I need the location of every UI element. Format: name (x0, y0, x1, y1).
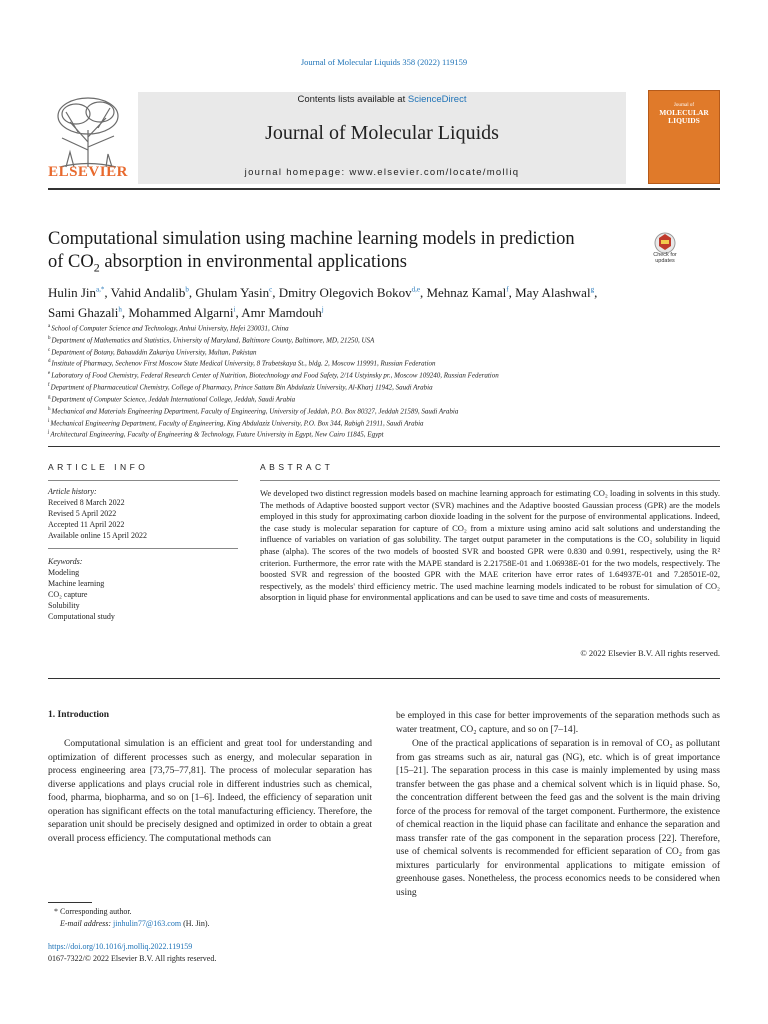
author (426, 285, 515, 300)
author-separator: , (508, 285, 516, 301)
abstract-heading: ABSTRACT (260, 462, 334, 472)
affiliation-key: a (48, 324, 51, 329)
affiliation-item (48, 369, 738, 381)
affiliation-text: Laboratory of Food Chemistry, Federal Research Center of Nutrition, Biotechnology and Food Safety, 2/14 Ustyinsky pr., Moscow 109240, Russian Federation (51, 371, 499, 380)
affiliation-item (48, 357, 738, 369)
email-label: E-mail address: (60, 919, 114, 928)
divider (48, 480, 238, 481)
affiliation-key: b (48, 335, 51, 341)
author-affil-link[interactable]: c (269, 286, 273, 294)
corresponding-author-note: * Corresponding author. (54, 907, 132, 916)
author (241, 305, 323, 320)
affiliation-key: g (48, 394, 51, 400)
author-separator: , (121, 304, 129, 320)
affiliation-text: Architectural Engineering, Faculty of Engineering & Technology, Future University in Egypt, New Cairo 11845, Egypt (50, 430, 384, 439)
keywords (48, 556, 238, 622)
title-subscript: 2 (93, 260, 100, 275)
affiliation-key: j (48, 430, 50, 436)
paper-title (48, 228, 638, 280)
keyword-item: Computational study (48, 612, 115, 621)
keyword-item: CO₂ capture (48, 590, 88, 599)
abstract-copyright: © 2022 Elsevier B.V. All rights reserved. (580, 648, 720, 658)
affiliation-key: c (48, 347, 51, 353)
affiliation-text: Department of Botany, Bahauddin Zakariya University, Multan, Pakistan (51, 347, 257, 356)
affiliation-item (48, 334, 738, 346)
keyword-item: Machine learning (48, 579, 105, 588)
author-affil-link[interactable]: f (506, 286, 509, 294)
affiliation-item (48, 346, 738, 358)
history-item: Available online 15 April 2022 (48, 531, 147, 540)
affiliation-item (48, 428, 738, 440)
author-name: Ghulam Yasin (195, 285, 270, 301)
author-name: Vahid Andalib (110, 285, 186, 301)
journal-header (48, 84, 720, 190)
article-history (48, 486, 238, 541)
history-item: Accepted 11 April 2022 (48, 520, 125, 529)
affiliation-text: Mechanical and Materials Engineering Department, Faculty of Engineering, University of Jeddah, P.O. Box 80327, Jeddah 21589, Saudi Arabia (51, 407, 459, 416)
author (515, 285, 597, 300)
divider (48, 678, 720, 679)
author-name: Hulin Jin (48, 285, 97, 301)
history-label: Article history: (48, 487, 97, 496)
author-separator: , (104, 285, 111, 301)
divider (260, 480, 720, 481)
intro-right-paragraph-2: One of the practical applications of separation is in removal of CO₂ as pollutant from gas streams such as air, natural gas (NG), etc. which is of great importance [15–21]. The separation process in this case is mainly implemented by using mass transfer between the gas phase and a chemical solvent which is in liquid phase. So, the concentration different between the feed gas and the solvent is the main driving force of the process for removal of the target component. Furthermore, the existence of chemical reaction in the liquid phase can facilitate and enhance the separation and mass transfer rate of the gas component in the separation process [22]. Therefore, use of chemical solvents is recommended for efficient separation of CO₂ from gas mixtures particularly for environmental applications to mitigate emission of greenhouse gases. Nonetheless, the process economics needs to be considered when using (396, 739, 720, 898)
journal-citation[interactable]: Journal of Molecular Liquids 358 (2022) 119159 (300, 57, 468, 67)
author (48, 285, 111, 300)
author-list (48, 282, 728, 321)
author-name: Amr Mamdouh (241, 304, 322, 320)
affiliation-key: h (48, 406, 51, 412)
author-affil-link[interactable]: b (185, 286, 189, 294)
publisher-wordmark: ELSEVIER (48, 164, 128, 180)
affiliation-text: Department of Mathematics and Statistics, University of Maryland, Baltimore County, Baltimore, MD, 21250, USA (51, 336, 375, 345)
author-separator: , (594, 285, 598, 301)
author-name: Mehnaz Kamal (426, 285, 507, 301)
author-name: Dmitry Olegovich Bokov (278, 285, 412, 301)
intro-right-paragraph-1: be employed in this case for better improvements of the separation methods such as water treatment, CO₂ capture, and so on [7–14]. (396, 711, 720, 735)
cover-line-1: Journal of (673, 103, 695, 108)
keywords-label: Keywords: (48, 557, 83, 566)
abstract-text: We developed two distinct regression models based on machine learning approach for estimating CO₂ loading in solvents in this study. The methods of Adaptive boosted support vector (SVR) machines and the Adaptive boosted Gaussian process (GPR) are the models employed in this study for approximating carbon dioxide loading in the solvent for the purpose of environmental applications. Indeed, the case study is molecular separation for capture of CO₂ from a mixture using amino acid salt solutions and understanding the influence of variables on variation of gas solubility. The target output parameter in the computations is the CO₂ solubility in liquid phase (alpha). The scores of the two models of boosted SVR and boosted GPR were 0.830 and 0.991, respectively, using the R² criterion. Furthermore, the error rate with the MAPE standard is 2.21758E-01 and 1.06938E-01 for the two models, respectively. The boosted SVR and regression of the boosted GPR with the MAE criterion have error rates of 1.64937E-01 and 7.28501E-02, respectively, as the models' third efficiency metric. The used machine learning models indicated to be robust for simulation of CO₂ absorption in liquid phase for environmental applications and can be used to save time and costs of measurements. (260, 488, 720, 603)
affiliation-key: d (48, 359, 51, 365)
author (111, 285, 196, 300)
affiliation-text: School of Computer Science and Technology, Anhui University, Hefei 230031, China (51, 324, 289, 333)
title-line-2-pre: of CO (48, 252, 94, 272)
crossmark-line-2: updates (655, 258, 675, 264)
cover-line-2: MOLECULAR LIQUIDS (659, 108, 709, 125)
affiliation-item (48, 417, 738, 429)
affiliation-text: Department of Pharmaceutical Chemistry, College of Pharmacy, Prince Sattam Bin Abdulaziz University, Al-Kharj 11942, Saudi Arabia (50, 383, 433, 392)
divider (48, 446, 720, 447)
author-name: Mohammed Algarni (128, 304, 234, 320)
divider (48, 548, 238, 549)
author (48, 305, 128, 320)
history-item: Received 8 March 2022 (48, 498, 125, 507)
author-separator: , (235, 304, 242, 320)
sciencedirect-link[interactable]: ScienceDirect (407, 94, 467, 105)
journal-masthead (138, 92, 626, 184)
doi-link[interactable]: https://doi.org/10.1016/j.molliq.2022.119159 (48, 942, 193, 951)
affiliation-item (48, 322, 738, 334)
footnote-rule (48, 902, 92, 903)
history-item: Revised 5 April 2022 (48, 509, 117, 518)
author (195, 285, 278, 300)
author-separator: , (188, 285, 196, 301)
affiliation-item (48, 381, 738, 393)
keyword-item: Solubility (48, 601, 80, 610)
journal-homepage[interactable]: journal homepage: www.elsevier.com/locate/molliq (244, 167, 520, 178)
journal-cover-thumbnail (648, 90, 720, 184)
journal-title: Journal of Molecular Liquids (265, 122, 499, 144)
affiliation-text: Institute of Pharmacy, Sechenov First Moscow State Medical University, 8 Trubetskaya St., bldg. 2, Moscow 119991, Russian Federation (51, 359, 436, 368)
issn-line: 0167-7322/© 2022 Elsevier B.V. All rights reserved. (48, 954, 217, 963)
affiliation-item (48, 405, 738, 417)
author-affil-link[interactable]: d,e (411, 286, 420, 294)
author-name: May Alashwal (515, 285, 591, 301)
keyword-item: Modeling (48, 568, 80, 577)
section-heading: 1. Introduction (48, 710, 110, 720)
affiliation-key: e (48, 371, 51, 377)
intro-left-paragraph: Computational simulation is an efficient and great tool for understanding and optimization of different processes such as energy, and molecular separation in process engineering area [73,75–77,81]. The process of molecular separation has diverse applications and plays crucial role in different industries such as chemical, food, pharma, biopharma, and so on [1–6]. Indeed, the efficiency of separation unit operation has significant effects on the total manufacturing efficiency. Therefore, the separation unit should be precisely designed and optimized in order to obtain a great overall process efficiency. The computational methods can (48, 739, 372, 844)
affiliation-key: f (48, 383, 50, 389)
contents-prefix: Contents lists available at (297, 94, 408, 105)
affiliation-list (48, 322, 738, 440)
crossmark-label[interactable] (645, 252, 685, 264)
author (128, 305, 241, 320)
author-name: Sami Ghazali (48, 304, 119, 320)
author-separator: , (419, 285, 427, 301)
affiliation-item (48, 393, 738, 405)
title-line-1: Computational simulation using machine learning models in prediction (48, 229, 575, 249)
title-line-2-post: absorption in environmental applications (99, 252, 407, 272)
crossmark-line-1: Check for (653, 252, 677, 258)
affiliation-text: Mechanical Engineering Department, Faculty of Engineering, King Abdulaziz University, P.O. Box 344, Rabigh 21911, Saudi Arabia (50, 418, 424, 427)
affiliation-text: Department of Computer Science, Jeddah International College, Jeddah, Saudi Arabia (51, 395, 296, 404)
email-note (48, 918, 210, 930)
author (279, 285, 427, 300)
contents-line (138, 94, 626, 105)
author-separator: , (272, 285, 279, 301)
author-affil-link[interactable]: g (590, 286, 595, 294)
affiliation-key: i (48, 418, 50, 424)
email-link[interactable]: jinhulin77@163.com (113, 919, 182, 928)
author-affil-link[interactable]: h (118, 305, 122, 314)
author-affil-link[interactable]: j (321, 305, 324, 314)
author-affil-link[interactable]: i (233, 305, 236, 314)
author-affil-link[interactable]: a,* (96, 286, 105, 294)
email-suffix: (H. Jin). (181, 919, 210, 928)
article-info-heading: ARTICLE INFO (48, 462, 149, 472)
